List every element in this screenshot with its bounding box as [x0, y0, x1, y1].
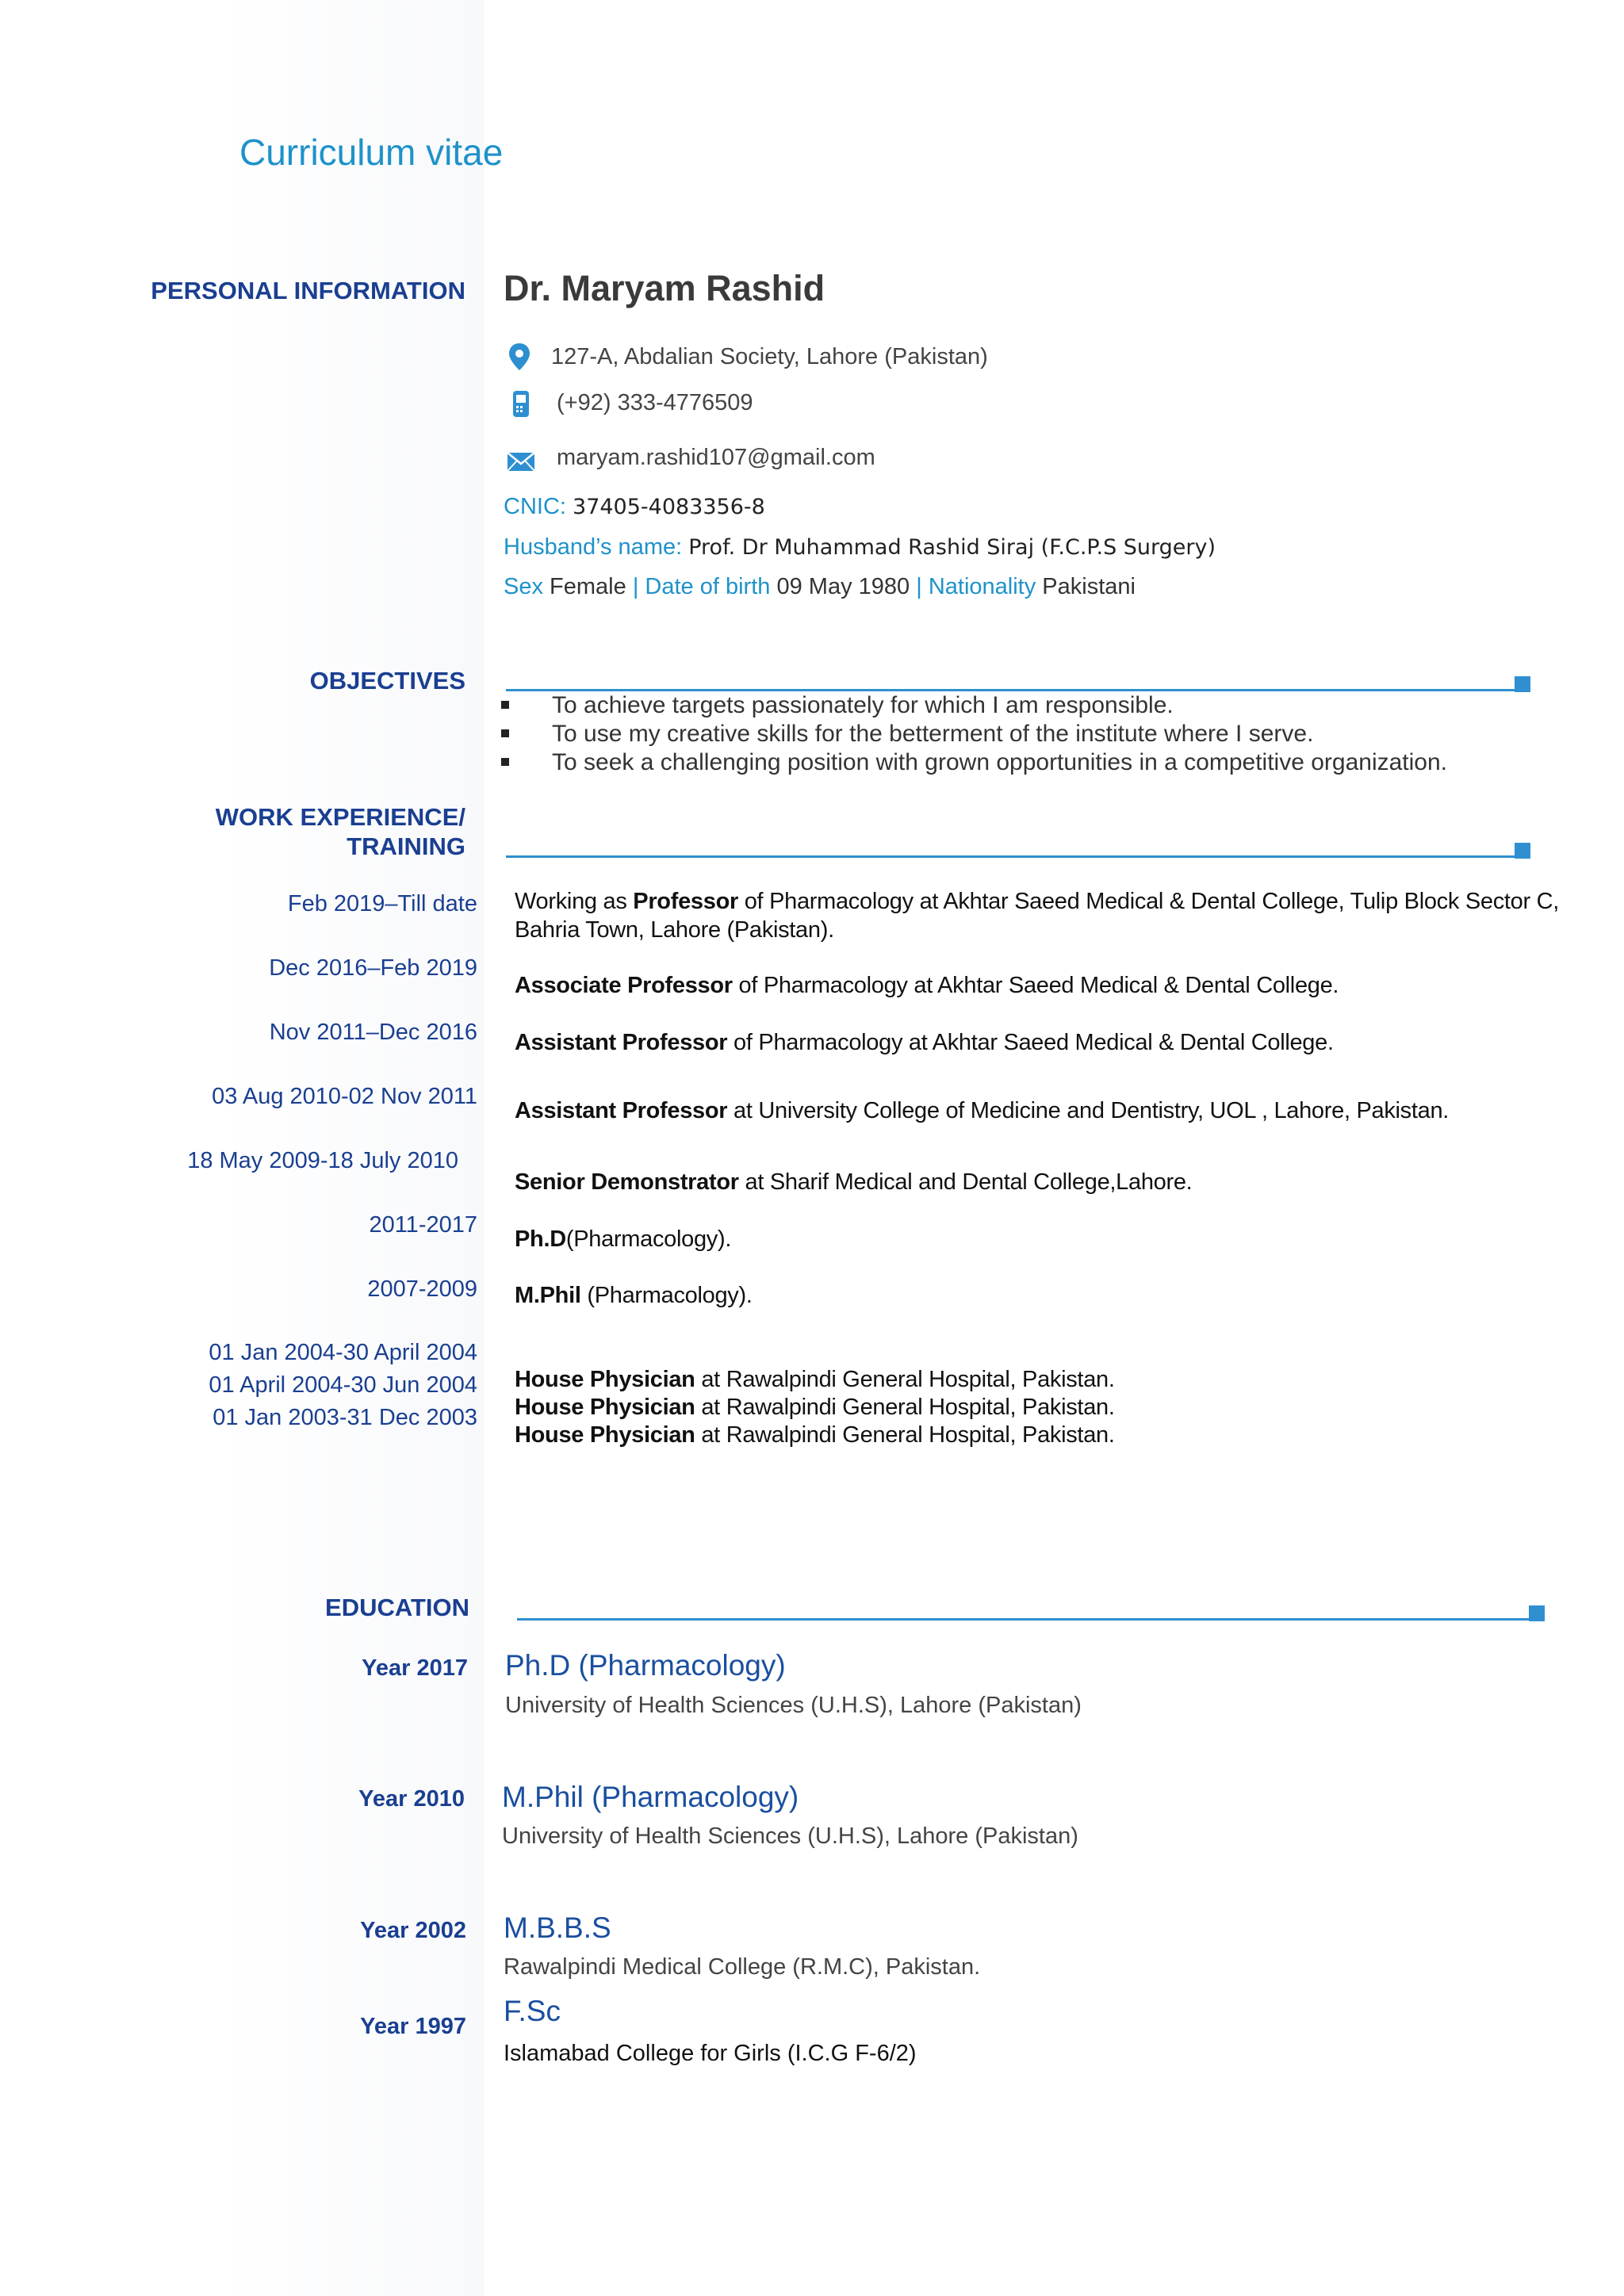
education-institution: Rawalpindi Medical College (R.M.C), Pakistan.	[504, 1954, 981, 1980]
cnic-value: 37405-4083356-8	[573, 495, 765, 519]
sex-value: Female	[550, 574, 626, 599]
education-institution: Islamabad College for Girls (I.C.G F-6/2)	[504, 2041, 917, 2066]
section-label-education: EDUCATION	[325, 1594, 469, 1621]
section-divider	[506, 855, 1515, 858]
education-degree: F.Sc	[504, 1995, 561, 2027]
separator: |	[632, 574, 639, 599]
education-year: Year 2002	[360, 1918, 466, 1943]
nationality-label: Nationality	[928, 574, 1036, 599]
divider-marker	[1515, 676, 1530, 692]
education-year: Year 2017	[362, 1655, 468, 1681]
bullet-icon	[501, 729, 509, 737]
husband-value: Prof. Dr Muhammad Rashid Siraj (F.C.P.S Surgery)	[688, 535, 1216, 560]
sex-label: Sex	[504, 574, 543, 599]
section-label-objectives: OBJECTIVES	[309, 667, 465, 695]
work-date: 2007-2009	[367, 1276, 477, 1302]
divider-marker	[1515, 843, 1530, 859]
education-degree: M.Phil (Pharmacology)	[502, 1781, 799, 1813]
nationality-value: Pakistani	[1042, 574, 1136, 599]
phone-icon	[505, 388, 537, 419]
work-date: 18 May 2009-18 July 2010	[187, 1148, 458, 1173]
separator: |	[916, 574, 922, 599]
work-entry: Ph.D(Pharmacology).	[515, 1226, 732, 1252]
education-degree: Ph.D (Pharmacology)	[505, 1649, 786, 1682]
work-date: Dec 2016–Feb 2019	[269, 955, 477, 981]
demographics-row	[504, 572, 1136, 601]
location-pin-icon	[504, 341, 535, 373]
work-entry: Senior Demonstrator at Sharif Medical and Dental College,Lahore.	[515, 1169, 1193, 1195]
education-year: Year 1997	[360, 2014, 466, 2039]
address-text: 127-A, Abdalian Society, Lahore (Pakistan)	[551, 344, 988, 369]
education-degree: M.B.B.S	[504, 1911, 611, 1944]
cnic-label: CNIC:	[504, 494, 566, 519]
work-entry: Associate Professor of Pharmacology at Akhtar Saeed Medical & Dental College.	[515, 973, 1339, 998]
work-entry: House Physician at Rawalpindi General Hospital, Pakistan.	[515, 1422, 1115, 1448]
divider-marker	[1529, 1605, 1545, 1621]
dob-label: Date of birth	[645, 574, 771, 599]
education-institution: University of Health Sciences (U.H.S), Lahore (Pakistan)	[502, 1823, 1078, 1849]
work-entry: Assistant Professor of Pharmacology at Akhtar Saeed Medical & Dental College.	[515, 1030, 1334, 1055]
work-date: 01 April 2004-30 Jun 2004	[209, 1372, 477, 1398]
work-entry: Assistant Professor at University College of Medicine and Dentistry, UOL , Lahore, Pakistan.	[515, 1098, 1450, 1123]
phone-text: (+92) 333-4776509	[557, 390, 753, 415]
section-divider	[517, 1618, 1529, 1621]
email-text: maryam.rashid107@gmail.com	[557, 445, 875, 470]
work-date: Nov 2011–Dec 2016	[269, 1020, 477, 1045]
education-year: Year 2010	[358, 1786, 465, 1812]
section-label-personal-information: PERSONAL INFORMATION	[151, 277, 465, 304]
work-date: 03 Aug 2010-02 Nov 2011	[212, 1084, 477, 1109]
candidate-name: Dr. Maryam Rashid	[504, 268, 825, 308]
dob-value: 09 May 1980	[776, 574, 910, 599]
bullet-icon	[501, 701, 509, 709]
work-date: Feb 2019–Till date	[287, 891, 477, 916]
husband-row	[504, 533, 1216, 562]
work-entry: House Physician at Rawalpindi General Hospital, Pakistan.	[515, 1367, 1115, 1392]
education-institution: University of Health Sciences (U.H.S), Lahore (Pakistan)	[505, 1693, 1082, 1718]
work-entry: House Physician at Rawalpindi General Hospital, Pakistan.	[515, 1395, 1115, 1420]
page-title: Curriculum vitae	[239, 132, 504, 173]
work-entry: M.Phil (Pharmacology).	[515, 1283, 753, 1308]
work-date: 2011-2017	[369, 1212, 477, 1238]
work-entry: Working as Professor of Pharmacology at Akhtar Saeed Medical & Dental College, Tulip Block Sector C, Bahria Town, Lahore (Pakistan).	[515, 889, 1560, 943]
work-date: 01 Jan 2003-31 Dec 2003	[213, 1405, 477, 1430]
section-label-work-experience: WORK EXPERIENCE/ TRAINING	[215, 803, 465, 860]
husband-label: Husband’s name:	[504, 534, 683, 560]
cnic-row	[504, 492, 765, 522]
bullet-icon	[501, 758, 509, 766]
work-date: 01 Jan 2004-30 April 2004	[209, 1340, 477, 1365]
envelope-icon	[505, 446, 537, 477]
